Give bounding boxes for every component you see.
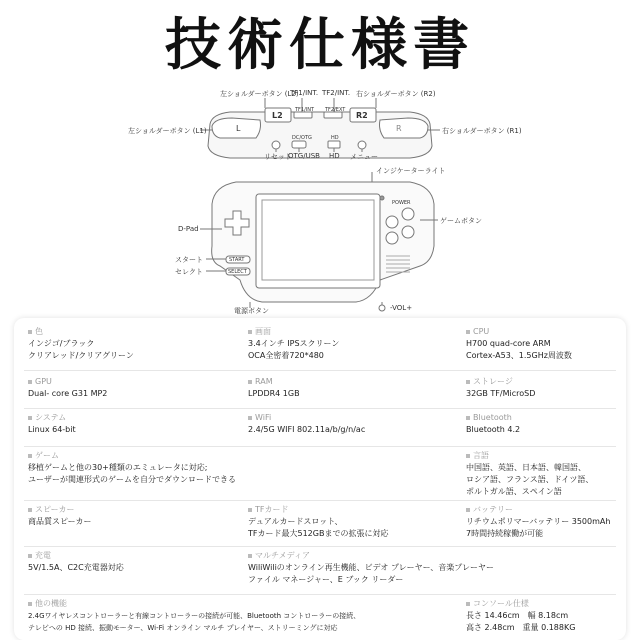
spec-charging: 充電 5V/1.5A、C2C充電器対応 <box>28 551 124 572</box>
tf1-slot-label: TF1/INT <box>295 107 315 113</box>
spec-console-size: コンソール仕様 長さ 14.46cm 幅 8.18cm 高さ 2.48cm 重量 0.188KG <box>466 599 576 632</box>
spec-wifi: WiFi 2.4/5G WIFI 802.11a/b/g/n/ac <box>248 413 366 434</box>
otg-port-label: DC/OTG <box>292 135 312 141</box>
spec-system: システム Linux 64-bit <box>28 413 76 434</box>
spec-multimedia: マルチメディア WiliWiliのオンライン再生機能、ビデオ プレーヤー、音楽プレーヤー ファイル マネージャー、E ブック リーダー <box>248 551 494 584</box>
tf2-slot-label: TF2/EXT <box>325 107 346 113</box>
tf1-label: TF1/INT. <box>290 89 319 97</box>
device-illustration <box>0 86 640 316</box>
power-button-label: 電源ボタン <box>234 307 269 315</box>
r1-label: 右ショルダーボタン (R1) <box>442 127 522 135</box>
l2-key: L2 <box>272 111 283 120</box>
reset-label: リセット <box>264 153 292 161</box>
page-title: 技術仕様書 <box>165 13 475 78</box>
spec-tf-card: TFカード デュアルカードスロット、 TFカード最大512GBまでの拡張に対応 <box>248 505 389 538</box>
spec-other-features: 他の機能 2.4Gワイヤレスコントローラーと有線コントローラーの接続が可能、Bluetooth コントローラーの接続、 テレビへの HD 接続、振動モーター、Wi-Fi オンライン マルチ プレイヤー、ストリーミングに対応 <box>28 599 361 632</box>
otg-label: OTG/USB <box>288 152 320 160</box>
dpad-label: D-Pad <box>178 225 199 233</box>
spec-speaker: スピーカー 商品質スピーカー <box>28 505 92 526</box>
game-buttons-label: ゲームボタン <box>440 217 482 225</box>
spec-ram: RAM LPDDR4 1GB <box>248 377 300 398</box>
tf2-label: TF2/INT. <box>322 89 351 97</box>
hd-port-label: HD <box>331 135 339 141</box>
r2-key: R2 <box>356 111 368 120</box>
spec-battery: バッテリー リチウムポリマーバッテリー 3500mAh 7時間持続稼働が可能 <box>466 505 611 538</box>
spec-games: ゲーム 移植ゲームと他の30+種類のエミュレータに対応; ユーザーが関連形式のゲームを自分でダウンロードできる <box>28 451 236 484</box>
device-diagram <box>0 86 640 316</box>
select-label: セレクト <box>175 268 203 276</box>
volume-label: -VOL+ <box>390 304 413 312</box>
spec-card <box>14 318 626 640</box>
r2-label: 右ショルダーボタン (R2) <box>356 90 436 98</box>
indicator-label: インジケーターライト <box>376 167 446 175</box>
hd-label: HD <box>329 152 340 160</box>
spec-color: 色 インジゴ/ブラック クリアレッド/クリアグリーン <box>28 327 134 360</box>
spec-gpu: GPU Dual- core G31 MP2 <box>28 377 108 398</box>
spec-languages: 言語 中国語、英語、日本語、韓国語、 ロシア語、フランス語、ドイツ語、 ポルトガル語、スペイン語 <box>466 451 594 496</box>
r1-key: R <box>396 124 402 133</box>
spec-bluetooth: Bluetooth Bluetooth 4.2 <box>466 413 521 434</box>
spec-screen: 画面 3.4インチ IPSスクリーン OCA全密着720*480 <box>248 327 340 360</box>
select-key: SELECT <box>228 269 247 275</box>
spec-cpu: CPU H700 quad-core ARM Cortex-A53、1.5GHz周波数 <box>466 327 572 360</box>
l1-key: L <box>236 124 241 133</box>
menu-label: メニュー <box>350 153 378 161</box>
start-key: START <box>229 257 245 263</box>
power-indicator-mark: POWER <box>392 200 411 206</box>
front-view <box>200 172 438 311</box>
start-label: スタート <box>175 256 203 264</box>
spec-storage: ストレージ 32GB TF/MicroSD <box>466 377 536 398</box>
l1-label: 左ショルダーボタン (L1) <box>128 127 207 135</box>
l2-label: 左ショルダーボタン (L2) <box>220 90 299 98</box>
